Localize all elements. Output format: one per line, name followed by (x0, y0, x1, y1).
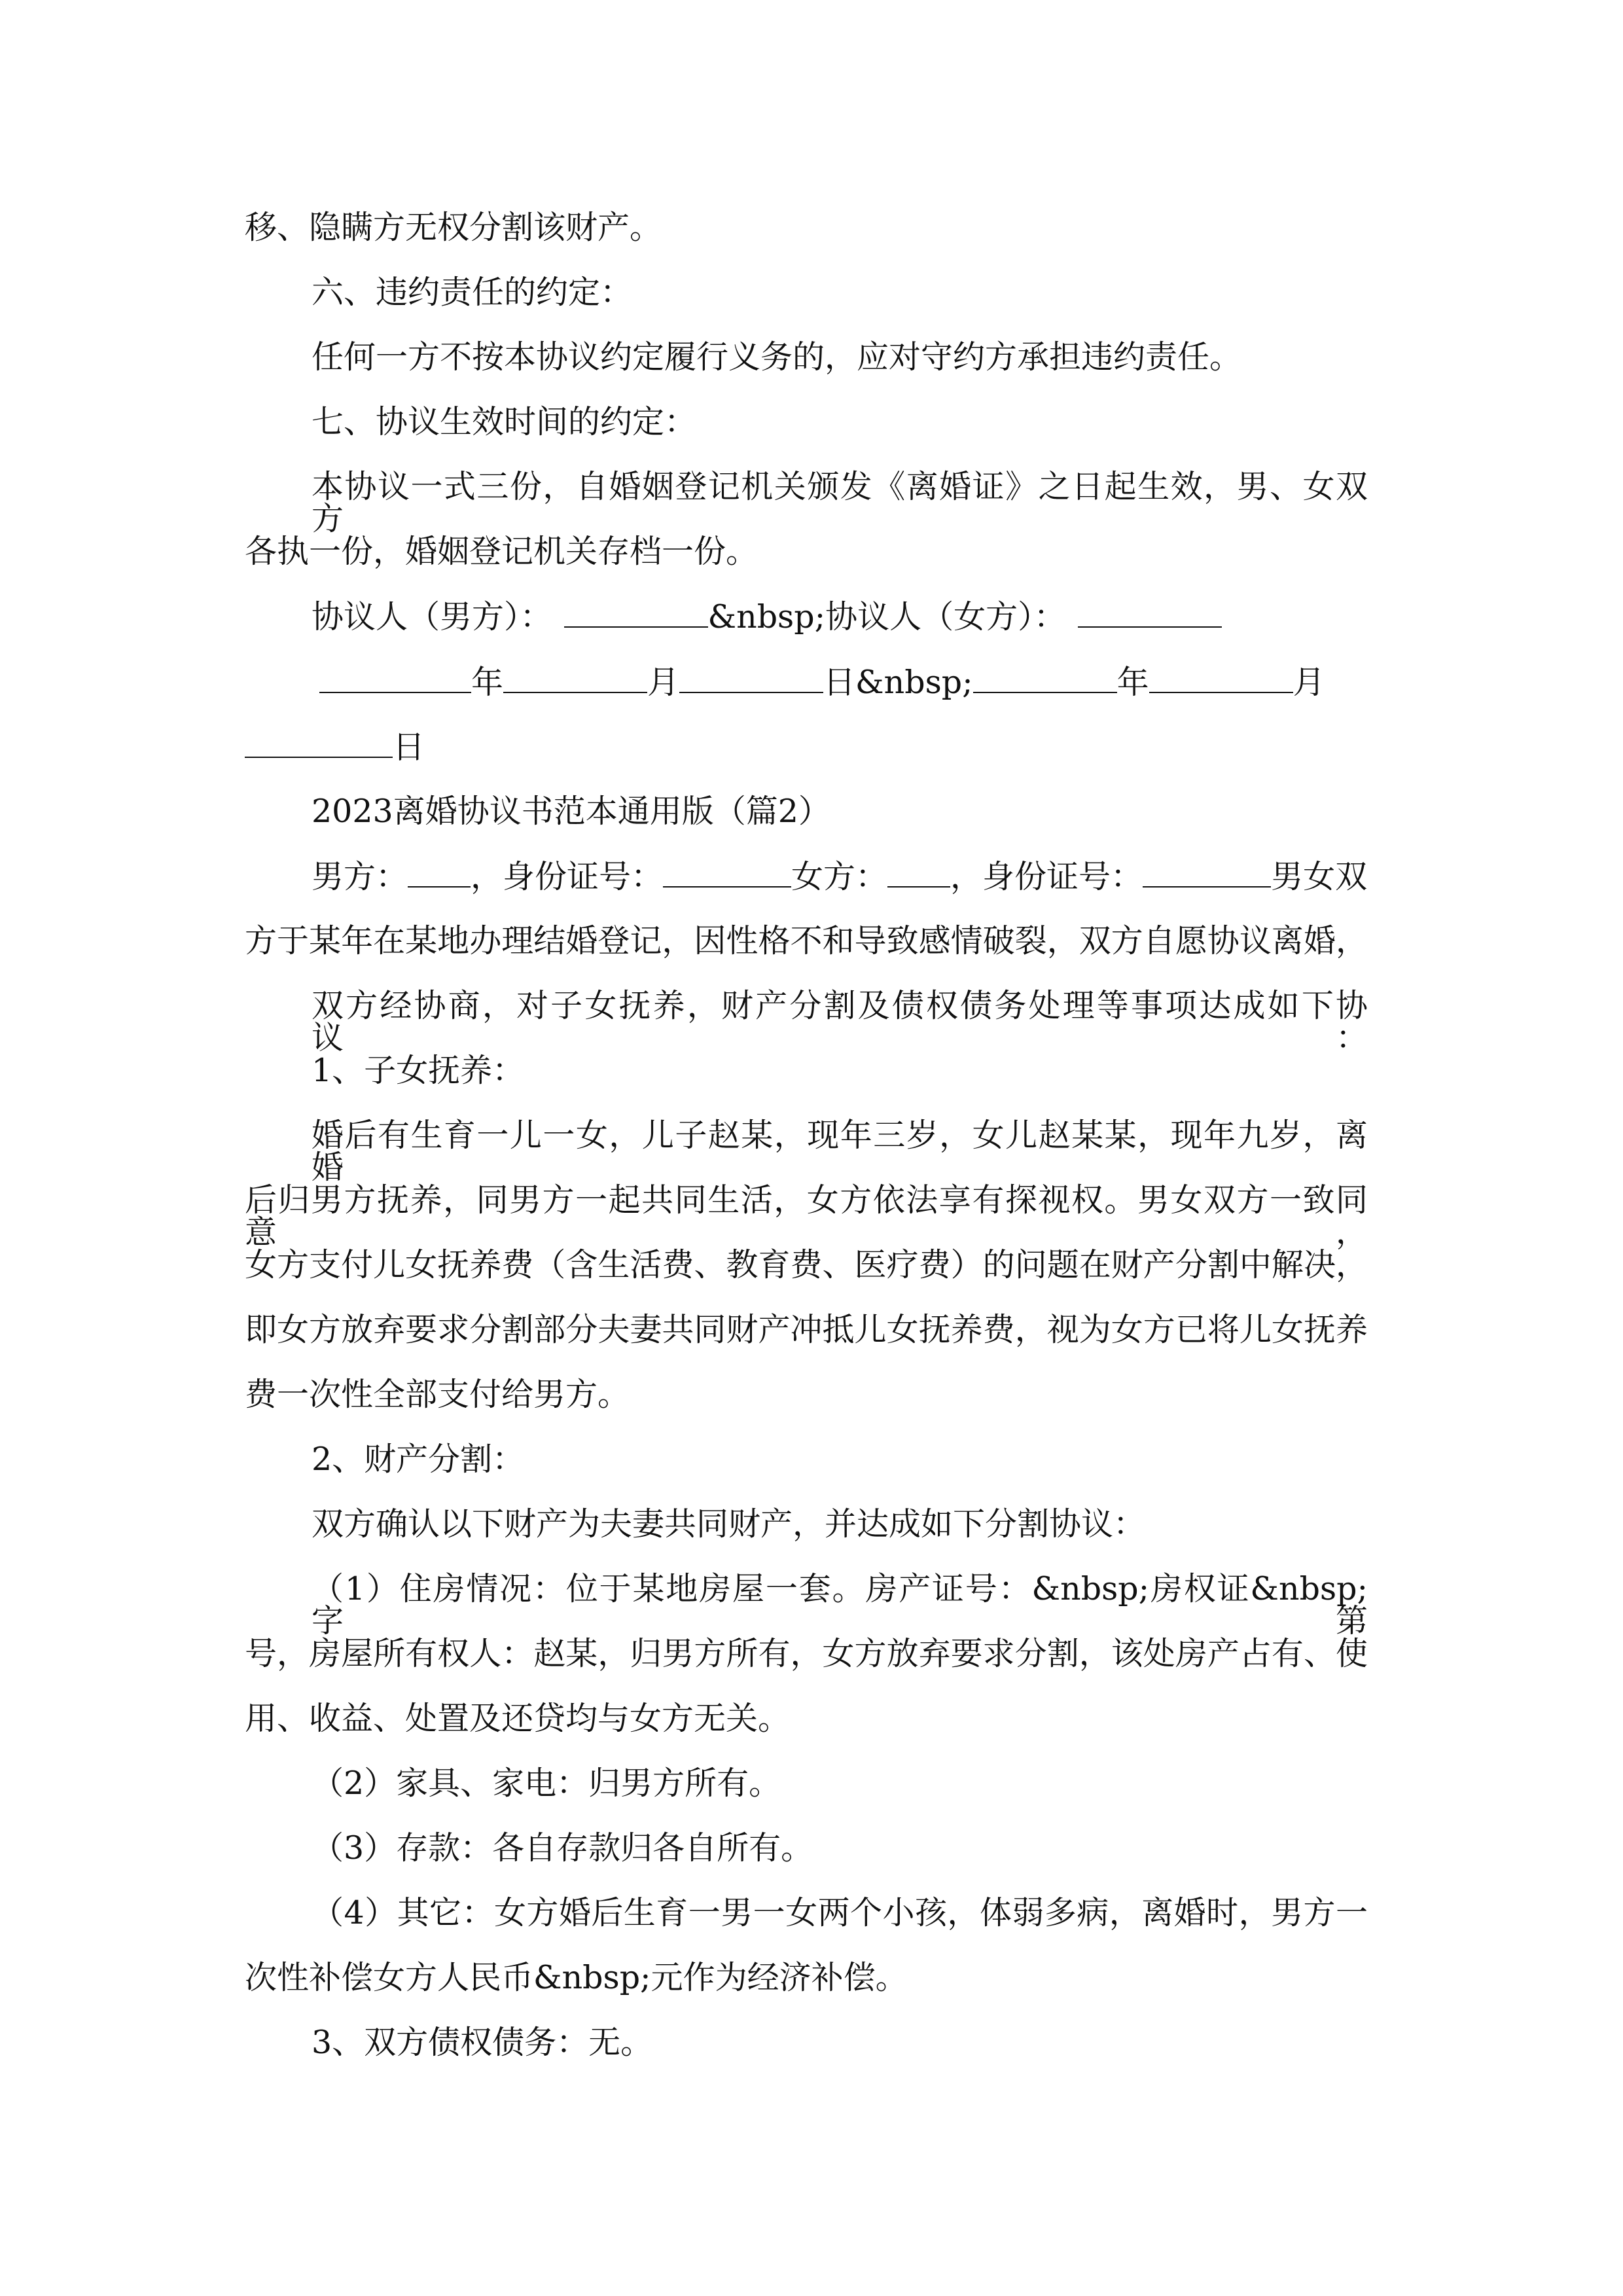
text-line: （2）家具、家电：归男方所有。 (312, 1765, 781, 1802)
signature-line (312, 598, 1222, 636)
text-line: 双方经协商，对子女抚养，财产分割及债权债务处理等事项达成如下协议： (312, 987, 1368, 1056)
text-line: （4）其它：女方婚后生育一男一女两个小孩，体弱多病，离婚时，男方一 (312, 1894, 1368, 1931)
document-title: 2023离婚协议书范本通用版（篇2） (312, 793, 830, 830)
date-line (319, 664, 1325, 701)
male-label: 男方： (312, 858, 408, 895)
text-line: 本协议一式三份，自婚姻登记机关颁发《离婚证》之日起生效，男、女双方 (312, 468, 1368, 537)
female-signer-label: 协议人（女方）： (825, 598, 1066, 636)
day-blank (245, 730, 393, 758)
separator-text: &nbsp; (855, 664, 973, 701)
year-label: 年 (471, 664, 504, 701)
male-id-blank (663, 860, 791, 888)
date-line-continued (245, 728, 425, 766)
section-heading: 六、违约责任的约定： (312, 274, 633, 311)
text-line: 双方确认以下财产为夫妻共同财产，并达成如下分割协议： (312, 1505, 1146, 1543)
section-heading: 3、双方债权债务：无。 (312, 2024, 653, 2061)
day-label: 日 (823, 664, 856, 701)
year-blank (973, 666, 1117, 693)
id-number-label: ，身份证号： (471, 858, 664, 895)
month-label: 月 (647, 664, 680, 701)
day-label: 日 (393, 728, 425, 766)
text-line: 费一次性全部支付给男方。 (245, 1376, 630, 1413)
text-line: 即女方放弃要求分割部分夫妻共同财产冲抵儿女抚养费，视为女方已将儿女抚养 (245, 1311, 1368, 1348)
text-line: 移、隐瞒方无权分割该财产。 (245, 209, 662, 246)
year-blank (319, 666, 471, 693)
text-line: （1）住房情况：位于某地房屋一套。房产证号：&nbsp;房权证&nbsp;字第 (312, 1570, 1368, 1640)
year-label: 年 (1116, 664, 1149, 701)
text-line: 各执一份，婚姻登记机关存档一份。 (245, 533, 758, 570)
section-heading: 2、财产分割： (312, 1441, 525, 1478)
id-number-label: ，身份证号： (950, 858, 1143, 895)
female-name-blank (887, 860, 950, 888)
month-blank (1149, 666, 1293, 693)
male-signature-blank (564, 600, 708, 628)
text-line: 号，房屋所有权人：赵某，归男方所有，女方放弃要求分割，该处房产占有、使 (245, 1635, 1368, 1672)
text-line: 次性补偿女方人民币&nbsp;元作为经济补偿。 (245, 1959, 908, 1996)
separator-text: &nbsp; (707, 598, 826, 636)
female-id-blank (1143, 860, 1271, 888)
text-line: 后归男方抚养，同男方一起共同生活，女方依法享有探视权。男女双方一致同意， (245, 1181, 1368, 1251)
female-label: 女方： (791, 858, 888, 895)
month-label: 月 (1293, 664, 1325, 701)
male-signer-label: 协议人（男方）： (312, 598, 552, 636)
text-line: （3）存款：各自存款归各自所有。 (312, 1829, 813, 1867)
text-line: 婚后有生育一儿一女，儿子赵某，现年三岁，女儿赵某某，现年九岁，离婚 (312, 1117, 1368, 1186)
parties-line (312, 860, 1367, 893)
month-blank (503, 666, 647, 693)
text-line: 用、收益、处置及还贷均与女方无关。 (245, 1700, 791, 1737)
day-blank (679, 666, 823, 693)
section-heading: 七、协议生效时间的约定： (312, 403, 697, 440)
text-line: 女方支付儿女抚养费（含生活费、教育费、医疗费）的问题在财产分割中解决， (245, 1246, 1368, 1283)
male-name-blank (408, 860, 471, 888)
parties-tail-text: 男女双 (1271, 858, 1368, 895)
text-line: 方于某年在某地办理结婚登记，因性格不和导致感情破裂，双方自愿协议离婚， (245, 922, 1368, 960)
female-signature-blank (1078, 600, 1222, 628)
text-line: 任何一方不按本协议约定履行义务的，应对守约方承担违约责任。 (312, 338, 1242, 376)
section-heading: 1、子女抚养： (312, 1052, 525, 1089)
